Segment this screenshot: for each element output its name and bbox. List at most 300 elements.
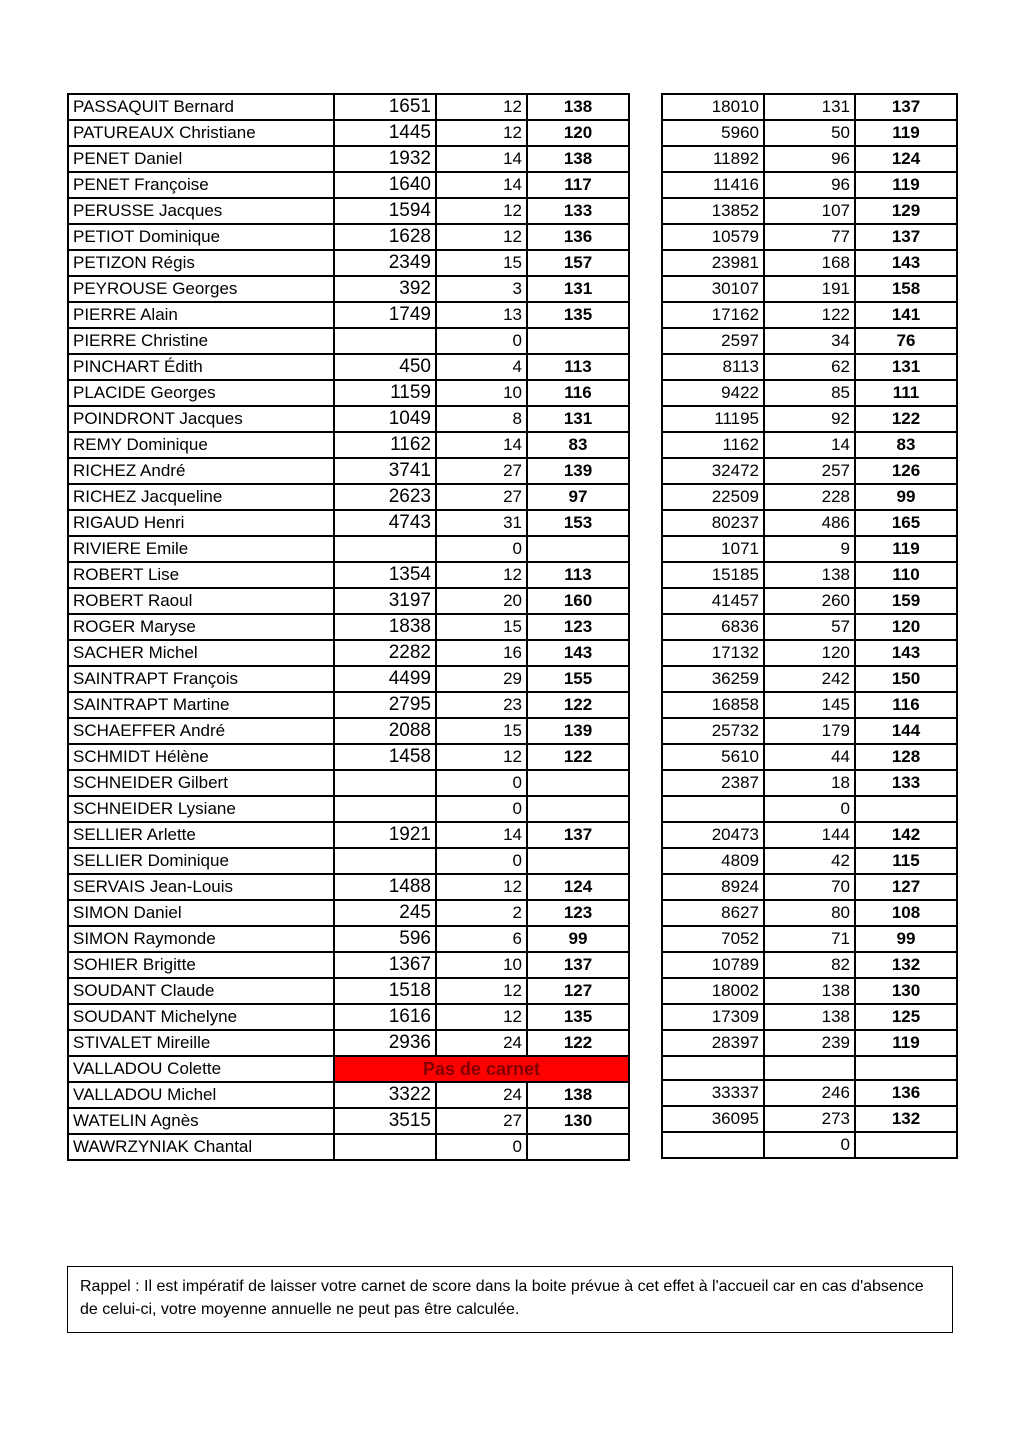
player-name: SELLIER Arlette — [68, 822, 334, 848]
year-total: 18010 — [662, 94, 764, 120]
month-games: 12 — [436, 978, 527, 1004]
month-total: 1838 — [334, 614, 436, 640]
player-name: SCHMIDT Hélène — [68, 744, 334, 770]
player-name: SOUDANT Claude — [68, 978, 334, 1004]
month-average: 153 — [527, 510, 629, 536]
month-average: 135 — [527, 1004, 629, 1030]
month-total: 3741 — [334, 458, 436, 484]
player-name: PETIOT Dominique — [68, 224, 334, 250]
month-total — [334, 328, 436, 354]
month-total: 1049 — [334, 406, 436, 432]
table-row — [68, 770, 629, 796]
year-total: 36095 — [662, 1106, 764, 1132]
year-total: 8627 — [662, 900, 764, 926]
month-total: 2936 — [334, 1030, 436, 1056]
table-row — [662, 744, 957, 770]
table-row — [68, 510, 629, 536]
player-name: POINDRONT Jacques — [68, 406, 334, 432]
month-average: 83 — [527, 432, 629, 458]
month-average: 117 — [527, 172, 629, 198]
year-games: 62 — [764, 354, 855, 380]
year-average: 150 — [855, 666, 957, 692]
table-row — [662, 1132, 957, 1158]
month-average: 113 — [527, 354, 629, 380]
year-average: 133 — [855, 770, 957, 796]
month-average: 113 — [527, 562, 629, 588]
year-games: 257 — [764, 458, 855, 484]
year-total: 11416 — [662, 172, 764, 198]
table-row — [68, 1056, 629, 1082]
player-name: STIVALET Mireille — [68, 1030, 334, 1056]
year-average: 119 — [855, 120, 957, 146]
month-total: 1518 — [334, 978, 436, 1004]
month-total: 1651 — [334, 94, 436, 120]
year-games: 14 — [764, 432, 855, 458]
year-average — [855, 796, 957, 822]
month-total: 1616 — [334, 1004, 436, 1030]
month-average: 123 — [527, 900, 629, 926]
player-name: PENET Françoise — [68, 172, 334, 198]
player-name: SCHNEIDER Lysiane — [68, 796, 334, 822]
player-name: SIMON Raymonde — [68, 926, 334, 952]
year-games: 70 — [764, 874, 855, 900]
table-row — [662, 276, 957, 302]
year-total: 16858 — [662, 692, 764, 718]
player-name: PINCHART Édith — [68, 354, 334, 380]
player-name: WAWRZYNIAK Chantal — [68, 1134, 334, 1160]
year-total: 4809 — [662, 848, 764, 874]
month-total: 4743 — [334, 510, 436, 536]
year-average: 136 — [855, 1080, 957, 1106]
no-carnet-badge: Pas de carnet — [334, 1056, 629, 1082]
month-total: 1159 — [334, 380, 436, 406]
table-row — [662, 900, 957, 926]
table-row — [662, 588, 957, 614]
year-games — [764, 1056, 855, 1080]
table-row — [68, 588, 629, 614]
year-total: 25732 — [662, 718, 764, 744]
month-games: 12 — [436, 1004, 527, 1030]
year-games: 273 — [764, 1106, 855, 1132]
table-row — [68, 900, 629, 926]
player-name: PLACIDE Georges — [68, 380, 334, 406]
table-row — [662, 432, 957, 458]
table-row — [662, 380, 957, 406]
year-average: 119 — [855, 536, 957, 562]
month-games: 14 — [436, 432, 527, 458]
month-games: 0 — [436, 848, 527, 874]
year-games: 92 — [764, 406, 855, 432]
player-name: PIERRE Christine — [68, 328, 334, 354]
month-average — [527, 1134, 629, 1160]
year-total — [662, 796, 764, 822]
month-games: 27 — [436, 484, 527, 510]
month-games: 14 — [436, 822, 527, 848]
month-games: 10 — [436, 952, 527, 978]
year-total: 23981 — [662, 250, 764, 276]
month-total: 2623 — [334, 484, 436, 510]
yearly-scores-body — [662, 94, 957, 1158]
year-total: 10789 — [662, 952, 764, 978]
year-total: 1071 — [662, 536, 764, 562]
year-games: 239 — [764, 1030, 855, 1056]
player-name: SAINTRAPT François — [68, 666, 334, 692]
month-average: 137 — [527, 952, 629, 978]
table-row — [662, 848, 957, 874]
month-average: 139 — [527, 718, 629, 744]
year-average — [855, 1056, 957, 1080]
year-total: 2387 — [662, 770, 764, 796]
player-name: PIERRE Alain — [68, 302, 334, 328]
month-average: 131 — [527, 276, 629, 302]
table-row — [662, 692, 957, 718]
year-games: 80 — [764, 900, 855, 926]
month-average: 122 — [527, 744, 629, 770]
month-games: 14 — [436, 172, 527, 198]
month-games: 12 — [436, 94, 527, 120]
month-average: 157 — [527, 250, 629, 276]
year-games: 191 — [764, 276, 855, 302]
year-games: 228 — [764, 484, 855, 510]
year-average: 143 — [855, 250, 957, 276]
player-name: PEYROUSE Georges — [68, 276, 334, 302]
month-games: 14 — [436, 146, 527, 172]
table-row — [68, 354, 629, 380]
player-name: SIMON Daniel — [68, 900, 334, 926]
table-row — [68, 380, 629, 406]
year-average: 119 — [855, 1030, 957, 1056]
month-average: 116 — [527, 380, 629, 406]
month-games: 12 — [436, 224, 527, 250]
table-row — [68, 562, 629, 588]
year-games: 168 — [764, 250, 855, 276]
month-games: 2 — [436, 900, 527, 926]
table-row — [68, 1108, 629, 1134]
month-games: 15 — [436, 250, 527, 276]
table-row — [662, 562, 957, 588]
year-games: 0 — [764, 1132, 855, 1158]
player-name: SAINTRAPT Martine — [68, 692, 334, 718]
month-total: 2088 — [334, 718, 436, 744]
month-games: 8 — [436, 406, 527, 432]
month-average: 99 — [527, 926, 629, 952]
table-row — [662, 926, 957, 952]
year-average — [855, 1132, 957, 1158]
month-total: 1932 — [334, 146, 436, 172]
table-row — [68, 432, 629, 458]
table-row — [68, 848, 629, 874]
table-row — [68, 94, 629, 120]
table-row — [68, 978, 629, 1004]
year-average: 159 — [855, 588, 957, 614]
month-games: 0 — [436, 536, 527, 562]
month-games: 16 — [436, 640, 527, 666]
year-total: 36259 — [662, 666, 764, 692]
year-average: 158 — [855, 276, 957, 302]
player-name: VALLADOU Michel — [68, 1082, 334, 1108]
month-total: 1367 — [334, 952, 436, 978]
year-average: 76 — [855, 328, 957, 354]
month-games: 15 — [436, 614, 527, 640]
table-row — [68, 744, 629, 770]
year-total: 30107 — [662, 276, 764, 302]
table-row — [68, 406, 629, 432]
year-average: 125 — [855, 1004, 957, 1030]
player-name: VALLADOU Colette — [68, 1056, 334, 1082]
player-name: SELLIER Dominique — [68, 848, 334, 874]
month-average: 138 — [527, 1082, 629, 1108]
year-games: 57 — [764, 614, 855, 640]
year-games: 34 — [764, 328, 855, 354]
month-average: 155 — [527, 666, 629, 692]
year-average: 119 — [855, 172, 957, 198]
table-row — [68, 692, 629, 718]
table-row — [68, 1004, 629, 1030]
yearly-scores-table — [661, 93, 958, 1159]
table-row — [68, 146, 629, 172]
table-row — [68, 302, 629, 328]
table-row — [68, 640, 629, 666]
year-average: 99 — [855, 926, 957, 952]
table-row — [68, 874, 629, 900]
month-games: 20 — [436, 588, 527, 614]
year-average: 127 — [855, 874, 957, 900]
table-row — [68, 328, 629, 354]
player-name: RICHEZ Jacqueline — [68, 484, 334, 510]
month-total — [334, 848, 436, 874]
year-average: 165 — [855, 510, 957, 536]
month-average: 124 — [527, 874, 629, 900]
year-average: 129 — [855, 198, 957, 224]
table-row — [68, 1082, 629, 1108]
month-average — [527, 328, 629, 354]
year-total: 8924 — [662, 874, 764, 900]
month-games: 31 — [436, 510, 527, 536]
month-total: 1162 — [334, 432, 436, 458]
year-average: 124 — [855, 146, 957, 172]
player-name: ROBERT Lise — [68, 562, 334, 588]
month-average: 120 — [527, 120, 629, 146]
month-average: 131 — [527, 406, 629, 432]
year-total: 5960 — [662, 120, 764, 146]
month-total: 1921 — [334, 822, 436, 848]
monthly-scores-body — [68, 94, 629, 1160]
month-total: 1354 — [334, 562, 436, 588]
year-total: 2597 — [662, 328, 764, 354]
year-average: 144 — [855, 718, 957, 744]
table-row — [662, 822, 957, 848]
player-name: PENET Daniel — [68, 146, 334, 172]
table-row — [662, 94, 957, 120]
table-row — [662, 1080, 957, 1106]
year-games: 82 — [764, 952, 855, 978]
month-total — [334, 1134, 436, 1160]
month-average: 127 — [527, 978, 629, 1004]
player-name: REMY Dominique — [68, 432, 334, 458]
table-row — [68, 250, 629, 276]
table-row — [662, 302, 957, 328]
monthly-scores-table — [67, 93, 630, 1161]
month-average — [527, 796, 629, 822]
year-total — [662, 1056, 764, 1080]
year-total: 17132 — [662, 640, 764, 666]
year-games: 0 — [764, 796, 855, 822]
year-average: 128 — [855, 744, 957, 770]
year-games: 179 — [764, 718, 855, 744]
month-average: 137 — [527, 822, 629, 848]
year-total: 5610 — [662, 744, 764, 770]
player-name: SCHAEFFER André — [68, 718, 334, 744]
month-average: 133 — [527, 198, 629, 224]
year-games: 71 — [764, 926, 855, 952]
month-games: 27 — [436, 458, 527, 484]
table-row — [68, 224, 629, 250]
table-row — [662, 640, 957, 666]
month-games: 12 — [436, 120, 527, 146]
year-average: 132 — [855, 952, 957, 978]
year-total: 10579 — [662, 224, 764, 250]
table-row — [662, 484, 957, 510]
table-row — [662, 406, 957, 432]
year-total: 6836 — [662, 614, 764, 640]
player-name: RIVIERE Emile — [68, 536, 334, 562]
table-row — [68, 952, 629, 978]
year-average: 142 — [855, 822, 957, 848]
year-average: 141 — [855, 302, 957, 328]
month-games: 0 — [436, 1134, 527, 1160]
year-average: 122 — [855, 406, 957, 432]
year-total: 80237 — [662, 510, 764, 536]
player-name: PERUSSE Jacques — [68, 198, 334, 224]
month-total: 3197 — [334, 588, 436, 614]
year-average: 108 — [855, 900, 957, 926]
month-total: 1445 — [334, 120, 436, 146]
table-row — [68, 718, 629, 744]
year-average: 130 — [855, 978, 957, 1004]
table-row — [68, 666, 629, 692]
table-row — [68, 458, 629, 484]
player-name: ROBERT Raoul — [68, 588, 334, 614]
month-games: 12 — [436, 562, 527, 588]
player-name: WATELIN Agnès — [68, 1108, 334, 1134]
year-average: 120 — [855, 614, 957, 640]
table-row — [662, 1056, 957, 1080]
table-row — [662, 1030, 957, 1056]
table-row — [662, 1004, 957, 1030]
table-row — [662, 874, 957, 900]
year-total: 8113 — [662, 354, 764, 380]
table-row — [68, 1030, 629, 1056]
month-games: 24 — [436, 1082, 527, 1108]
year-games: 138 — [764, 562, 855, 588]
month-games: 4 — [436, 354, 527, 380]
month-average: 139 — [527, 458, 629, 484]
year-average: 137 — [855, 224, 957, 250]
month-total: 1628 — [334, 224, 436, 250]
month-games: 13 — [436, 302, 527, 328]
table-row — [662, 718, 957, 744]
year-total: 17309 — [662, 1004, 764, 1030]
table-row — [68, 198, 629, 224]
month-average: 136 — [527, 224, 629, 250]
month-average: 130 — [527, 1108, 629, 1134]
year-total: 28397 — [662, 1030, 764, 1056]
month-games: 0 — [436, 328, 527, 354]
month-total — [334, 796, 436, 822]
table-row — [68, 536, 629, 562]
month-average: 122 — [527, 1030, 629, 1056]
month-total: 450 — [334, 354, 436, 380]
year-total: 20473 — [662, 822, 764, 848]
month-games: 23 — [436, 692, 527, 718]
table-row — [68, 926, 629, 952]
month-total — [334, 536, 436, 562]
month-total: 1458 — [334, 744, 436, 770]
year-games: 145 — [764, 692, 855, 718]
year-total: 13852 — [662, 198, 764, 224]
month-total: 1594 — [334, 198, 436, 224]
month-total: 1488 — [334, 874, 436, 900]
reminder-note: Rappel : Il est impératif de laisser votre carnet de score dans la boite prévue à cet effet à l'accueil car en cas d'absence de celui-ci, votre moyenne annuelle ne peut pas être calculée. — [67, 1266, 953, 1333]
table-row — [662, 796, 957, 822]
month-total: 2795 — [334, 692, 436, 718]
month-games: 27 — [436, 1108, 527, 1134]
month-games: 3 — [436, 276, 527, 302]
year-total: 11195 — [662, 406, 764, 432]
table-row — [662, 328, 957, 354]
month-total: 596 — [334, 926, 436, 952]
year-games: 260 — [764, 588, 855, 614]
table-row — [662, 198, 957, 224]
month-games: 24 — [436, 1030, 527, 1056]
table-row — [662, 666, 957, 692]
year-average: 126 — [855, 458, 957, 484]
table-row — [662, 952, 957, 978]
player-name: PATUREAUX Christiane — [68, 120, 334, 146]
table-row — [662, 224, 957, 250]
month-average: 123 — [527, 614, 629, 640]
month-total: 2349 — [334, 250, 436, 276]
year-total: 11892 — [662, 146, 764, 172]
table-row — [662, 172, 957, 198]
month-total: 3322 — [334, 1082, 436, 1108]
table-row — [662, 536, 957, 562]
month-total: 245 — [334, 900, 436, 926]
year-total: 9422 — [662, 380, 764, 406]
year-games: 138 — [764, 1004, 855, 1030]
table-row — [68, 822, 629, 848]
table-row — [68, 484, 629, 510]
player-name: SERVAIS Jean-Louis — [68, 874, 334, 900]
year-games: 85 — [764, 380, 855, 406]
year-games: 144 — [764, 822, 855, 848]
month-games: 10 — [436, 380, 527, 406]
month-average — [527, 770, 629, 796]
table-row — [68, 120, 629, 146]
month-average: 160 — [527, 588, 629, 614]
month-games: 6 — [436, 926, 527, 952]
year-average: 115 — [855, 848, 957, 874]
year-total: 17162 — [662, 302, 764, 328]
table-row — [662, 770, 957, 796]
table-row — [662, 614, 957, 640]
table-row — [662, 510, 957, 536]
month-average: 135 — [527, 302, 629, 328]
year-games: 246 — [764, 1080, 855, 1106]
year-average: 83 — [855, 432, 957, 458]
year-games: 44 — [764, 744, 855, 770]
year-games: 96 — [764, 146, 855, 172]
